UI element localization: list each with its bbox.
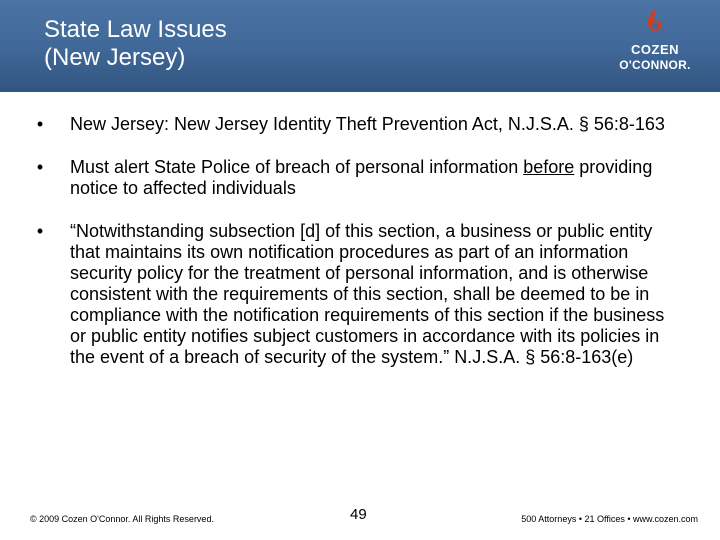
logo-emblem-icon	[644, 8, 666, 36]
bullet-item	[30, 114, 670, 135]
bullet-item	[30, 221, 670, 368]
bullet-text: New Jersey: New Jersey Identity Theft Prevention Act, N.J.S.A. § 56:8-163	[70, 114, 665, 134]
bullet-marker: •	[36, 221, 44, 241]
page-number: 49	[350, 506, 367, 523]
bullet-list	[30, 114, 670, 390]
bullet-item	[30, 157, 670, 199]
bullet-marker: •	[36, 157, 44, 177]
logo-text-line-1: COZEN	[631, 42, 679, 57]
footer-tagline: 500 Attorneys • 21 Offices • www.cozen.com	[521, 514, 698, 524]
underlined-word: before	[523, 157, 575, 177]
bullet-text-start: Must alert State Police of breach of personal information	[70, 157, 524, 177]
cozen-oconnor-logo	[612, 8, 698, 78]
title-line-2: (New Jersey)	[44, 44, 186, 71]
title-line-1: State Law Issues	[44, 16, 227, 43]
logo-text-line-2: O'CONNOR.	[619, 58, 691, 72]
slide-title	[44, 16, 227, 72]
bullet-marker: •	[36, 114, 44, 134]
footer-copyright: © 2009 Cozen O'Connor. All Rights Reserved.	[30, 514, 214, 524]
bullet-text: “Notwithstanding subsection [d] of this section, a business or public entity that maintains its own notification procedures as part of an information security policy for the treatment of personal information, and is otherwise consistent with the requirements of this section, shall be deemed to be in compliance with the notification requirements of this section if the business or public entity notifies subject customers in accordance with its policies in the event of a breach of security of the system.” N.J.S.A. § 56:8-163(e)	[70, 221, 665, 367]
slide-header	[0, 0, 720, 92]
bullet-text-end: providing notice to affected individuals	[70, 157, 653, 198]
